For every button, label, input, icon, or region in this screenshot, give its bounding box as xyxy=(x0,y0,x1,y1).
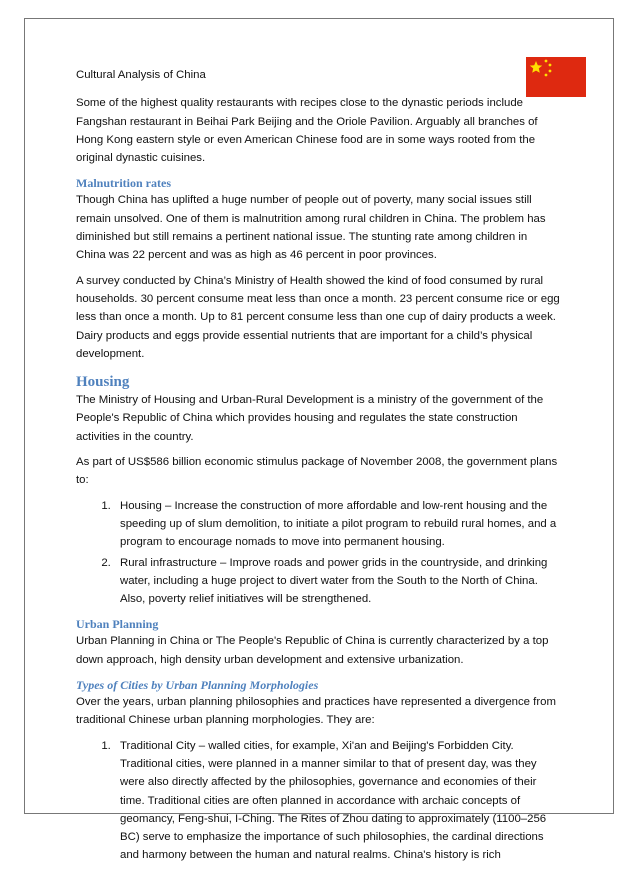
housing-plan-list xyxy=(76,497,560,609)
malnutrition-paragraph-2: A survey conducted by China’s Ministry of Health showed the kind of food consumed by rural households. 30 percent consume meat less than once a month. 23 percent consume rice or egg less than once a month. Up to 81 percent consume less than one cup of dairy products a week. Dairy products and eggs provide essential nutrients that are important for a child’s physical development. xyxy=(76,274,560,360)
city-types-list xyxy=(76,737,560,865)
urban-planning-heading: Urban Planning xyxy=(76,617,159,632)
document-title: Cultural Analysis of China xyxy=(76,69,206,81)
document-body xyxy=(76,66,560,871)
city-types-paragraph: Over the years, urban planning philosophies and practices have represented a divergence from traditional Chinese urban planning morphologies. They are: xyxy=(76,696,556,727)
malnutrition-heading: Malnutrition rates xyxy=(76,176,171,191)
city-types-heading: Types of Cities by Urban Planning Morphologies xyxy=(76,678,319,693)
list-item: 1. Traditional City – walled cities, for example, Xi'an and Beijing's Forbidden City. Traditional cities, were planned in a manner similar to that of present day, was they were also directly affected by the philosophies, governance and economies of their time. Traditional cities are often planned in accordance with archaic concepts of geomancy, Feng-shui, I-Ching. The Rites of Zhou dating to approximately (1100–256 BC) serve to emphasize the importance of such philosophies, the cardinal directions and harmony between the human and natural realms. China's history is rich xyxy=(114,737,560,865)
intro-paragraph: Some of the highest quality restaurants with recipes close to the dynastic periods include Fangshan restaurant in Beihai Park Beijing and the Oriole Pavilion. Arguably all branches of Hong Kong eastern style or even American Chinese food are in some ways rooted from the original dynastic cuisines. xyxy=(76,97,538,165)
urban-planning-paragraph: Urban Planning in China or The People's Republic of China is currently characterized by a top down approach, high density urban development and extensive urbanization. xyxy=(76,635,549,666)
housing-paragraph-2: As part of US$586 billion economic stimulus package of November 2008, the government plans to: xyxy=(76,456,558,487)
malnutrition-paragraph-1: Though China has uplifted a huge number of people out of poverty, many social issues still remain unsolved. One of them is malnutrition among rural children in China. The problem has diminished but still remains a pertinent national issue. The stunting rate among children in China was 22 percent and was as high as 46 percent in poor provinces. xyxy=(76,194,546,262)
housing-heading: Housing xyxy=(76,374,130,391)
housing-paragraph-1: The Ministry of Housing and Urban-Rural Development is a ministry of the government of the People's Republic of China which provides housing and regulates the state construction activities in the country. xyxy=(76,394,544,443)
list-item: 1. Housing – Increase the construction of more affordable and low-rent housing and the speeding up of slum demolition, to initiate a pilot program to rebuild rural homes, and a program to encourage nomads to move into permanent housing. xyxy=(114,497,560,552)
list-item: 2. Rural infrastructure – Improve roads and power grids in the countryside, and drinking water, including a huge project to divert water from the South to the North of China. Also, poverty relief initiatives will be strengthened. xyxy=(114,554,560,609)
